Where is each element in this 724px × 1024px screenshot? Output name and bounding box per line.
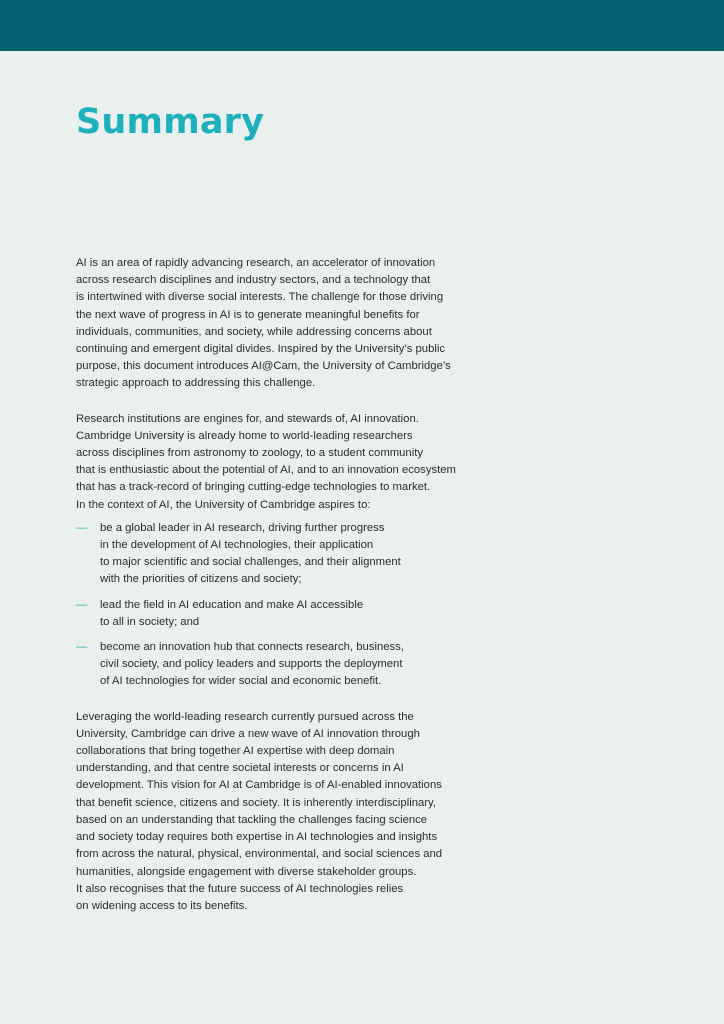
- text-line: Cambridge University is already home to world-leading researchers: [76, 429, 413, 442]
- intro-paragraph: [76, 255, 476, 393]
- text-line: based on an understanding that tackling the challenges facing science: [76, 813, 428, 826]
- text-line: of AI technologies for wider social and economic benefit.: [100, 675, 382, 688]
- text-line: to all in society; and: [100, 615, 200, 628]
- text-line: that is enthusiastic about the potential of AI, and to an innovation ecosystem: [76, 464, 456, 477]
- text-line: understanding, and that centre societal interests or concerns in AI: [76, 762, 404, 775]
- text-line: individuals, communities, and society, while addressing concerns about: [76, 325, 432, 338]
- text-line: Research institutions are engines for, and stewards of, AI innovation.: [76, 412, 419, 425]
- aspiration-text: [100, 520, 476, 589]
- research-paragraph: [76, 411, 476, 514]
- text-line: strategic approach to addressing this challenge.: [76, 377, 316, 390]
- dash-bullet-icon: —: [76, 521, 88, 534]
- text-line: purpose, this document introduces AI@Cam, the University of Cambridge’s: [76, 360, 451, 373]
- dash-bullet-icon: —: [76, 598, 88, 611]
- header-band: [0, 0, 724, 51]
- text-line: be a global leader in AI research, driving further progress: [100, 521, 385, 534]
- page-title: Summary: [76, 102, 265, 142]
- text-line: lead the field in AI education and make AI accessible: [100, 598, 364, 611]
- dash-bullet-icon: —: [76, 641, 88, 654]
- text-line: In the context of AI, the University of Cambridge aspires to:: [76, 498, 371, 511]
- text-line: University, Cambridge can drive a new wave of AI innovation through: [76, 727, 420, 740]
- text-line: It also recognises that the future success of AI technologies relies: [76, 882, 404, 895]
- aspiration-text: [100, 639, 476, 691]
- text-line: that has a track-record of bringing cutting-edge technologies to market.: [76, 481, 431, 494]
- text-line: humanities, alongside engagement with diverse stakeholder groups.: [76, 865, 417, 878]
- text-line: continuing and emergent digital divides. Inspired by the University’s public: [76, 343, 446, 356]
- text-line: in the development of AI technologies, their application: [100, 539, 374, 552]
- text-line: on widening access to its benefits.: [76, 899, 248, 912]
- text-line: civil society, and policy leaders and supports the deployment: [100, 658, 403, 671]
- text-line: across disciplines from astronomy to zoology, to a student community: [76, 447, 424, 460]
- aspiration-item: [76, 597, 476, 631]
- text-line: Leveraging the world-leading research currently pursued across the: [76, 710, 414, 723]
- text-line: the next wave of progress in AI is to generate meaningful benefits for: [76, 308, 420, 321]
- aspirations-list: [76, 520, 476, 691]
- summary-content: [76, 255, 476, 933]
- text-line: from across the natural, physical, environmental, and social sciences and: [76, 848, 443, 861]
- aspiration-item: [76, 520, 476, 589]
- vision-paragraph: [76, 709, 476, 915]
- text-line: development. This vision for AI at Cambridge is of AI-enabled innovations: [76, 779, 442, 792]
- text-line: that benefit science, citizens and society. It is inherently interdisciplinary,: [76, 796, 436, 809]
- text-line: is intertwined with diverse social interests. The challenge for those driving: [76, 291, 444, 304]
- aspiration-text: [100, 597, 476, 631]
- text-line: with the priorities of citizens and society;: [100, 573, 302, 586]
- text-line: collaborations that bring together AI expertise with deep domain: [76, 745, 395, 758]
- text-line: AI is an area of rapidly advancing research, an accelerator of innovation: [76, 257, 436, 269]
- text-line: and society today requires both expertise in AI technologies and insights: [76, 831, 438, 844]
- text-line: become an innovation hub that connects research, business,: [100, 641, 404, 654]
- text-line: across research disciplines and industry sectors, and a technology that: [76, 274, 431, 287]
- aspiration-item: [76, 639, 476, 691]
- text-line: to major scientific and social challenges, and their alignment: [100, 556, 401, 569]
